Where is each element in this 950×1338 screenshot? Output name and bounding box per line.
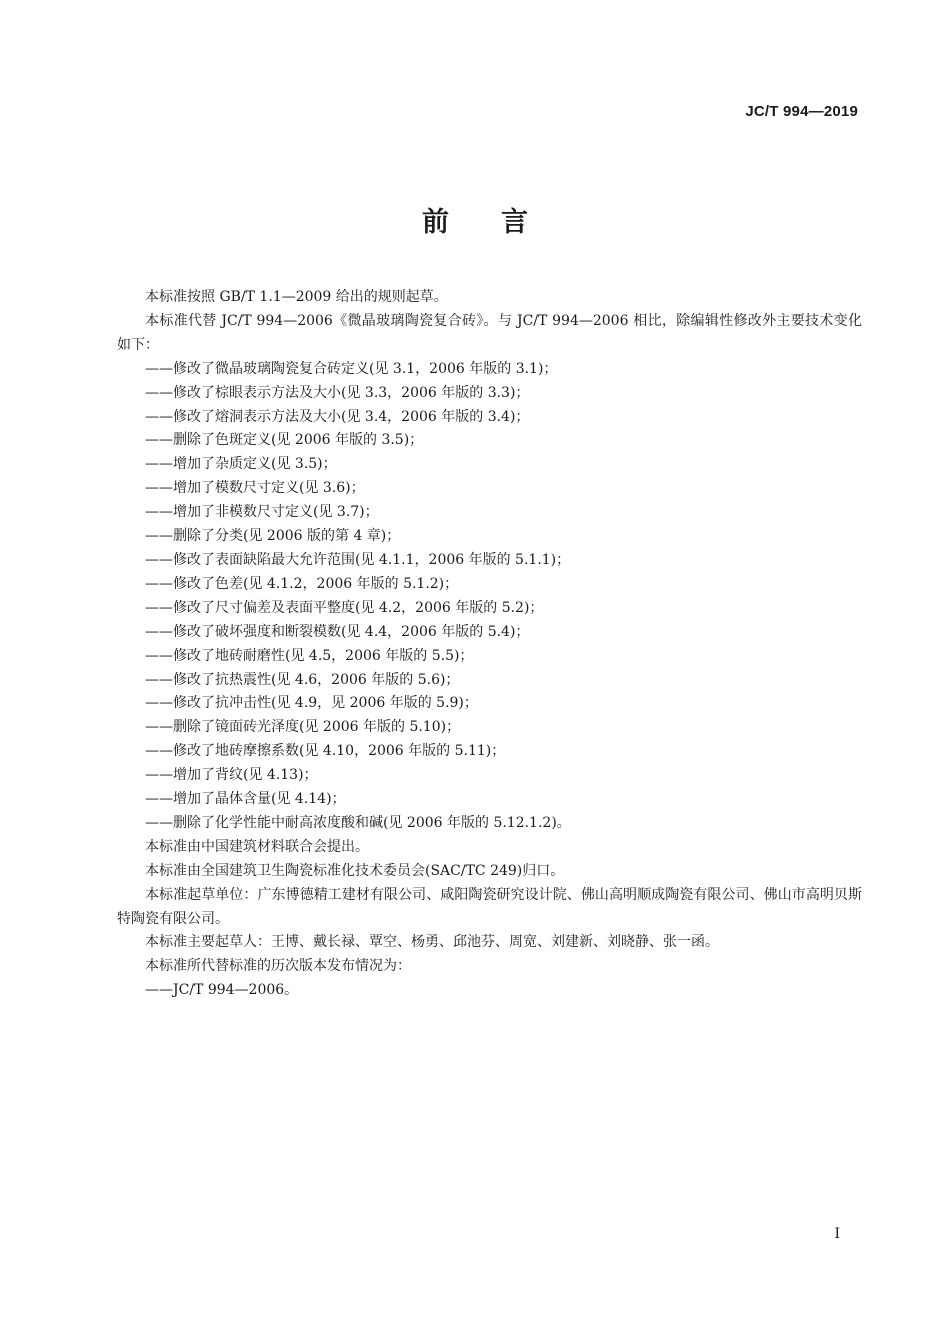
- paragraph-drafting-units: 本标准起草单位：广东博德精工建材有限公司、咸阳陶瓷研究设计院、佛山高明顺成陶瓷有限公司、佛山市高明贝斯特陶瓷有限公司。: [117, 886, 862, 927]
- history-item: ——JC/T 994—2006。: [145, 982, 299, 999]
- list-item: ——修改了微晶玻璃陶瓷复合砖定义(见 3.1，2006 年版的 3.1)；: [145, 360, 558, 377]
- list-item: ——删除了化学性能中耐高浓度酸和碱(见 2006 年版的 5.12.1.2)。: [145, 814, 571, 831]
- list-item: ——修改了尺寸偏差及表面平整度(见 4.2，2006 年版的 5.2)；: [145, 599, 544, 616]
- paragraph-committee: 本标准由全国建筑卫生陶瓷标准化技术委员会(SAC/TC 249)归口。: [145, 862, 565, 879]
- list-item: ——修改了地砖耐磨性(见 4.5，2006 年版的 5.5)；: [145, 647, 474, 664]
- list-item: ——增加了背纹(见 4.13)；: [145, 767, 318, 784]
- list-item: ——删除了镜面砖光泽度(见 2006 年版的 5.10)；: [145, 719, 461, 736]
- list-item: ——增加了晶体含量(见 4.14)；: [145, 791, 346, 808]
- list-item: ——修改了棕眼表示方法及大小(见 3.3，2006 年版的 3.3)；: [145, 384, 530, 401]
- list-item: ——删除了分类(见 2006 版的第 4 章)；: [145, 528, 401, 545]
- page-number: I: [834, 1226, 840, 1242]
- list-item: ——修改了地砖摩擦系数(见 4.10，2006 年版的 5.11)；: [145, 743, 506, 760]
- list-item: ——增加了杂质定义(见 3.5)；: [145, 456, 337, 473]
- list-item: ——修改了抗热震性(见 4.6，2006 年版的 5.6)；: [145, 671, 460, 688]
- list-item: ——修改了破坏强度和断裂模数(见 4.4，2006 年版的 5.4)；: [145, 623, 530, 640]
- paragraph-drafters: 本标准主要起草人：王博、戴长禄、覃空、杨勇、邱池芬、周宽、刘建新、刘晓静、张一函。: [145, 934, 719, 951]
- list-item: ——增加了非模数尺寸定义(见 3.7)；: [145, 504, 379, 521]
- list-item: ——删除了色斑定义(见 2006 年版的 3.5)；: [145, 432, 424, 449]
- paragraph-history-intro: 本标准所代替标准的历次版本发布情况为：: [145, 958, 411, 975]
- preface-body: [117, 286, 862, 1003]
- standard-code: JC/T 994—2019: [745, 103, 858, 120]
- paragraph-replacement: 本标准代替 JC/T 994—2006《微晶玻璃陶瓷复合砖》。与 JC/T 994—2006 相比，除编辑性修改外主要技术变化如下：: [117, 312, 862, 353]
- list-item: ——修改了熔洞表示方法及大小(见 3.4，2006 年版的 3.4)；: [145, 408, 530, 425]
- paragraph-drafting-rule: 本标准按照 GB/T 1.1—2009 给出的规则起草。: [145, 289, 448, 305]
- list-item: ——增加了模数尺寸定义(见 3.6)；: [145, 480, 365, 497]
- list-item: ——修改了表面缺陷最大允许范围(见 4.1.1，2006 年版的 5.1.1)；: [145, 551, 571, 568]
- changes-list: [117, 358, 862, 836]
- list-item: ——修改了色差(见 4.1.2，2006 年版的 5.1.2)；: [145, 575, 459, 592]
- paragraph-proposer: 本标准由中国建筑材料联合会提出。: [145, 838, 369, 855]
- page-title: 前言: [422, 207, 580, 238]
- list-item: ——修改了抗冲击性(见 4.9，见 2006 年版的 5.9)；: [145, 695, 478, 712]
